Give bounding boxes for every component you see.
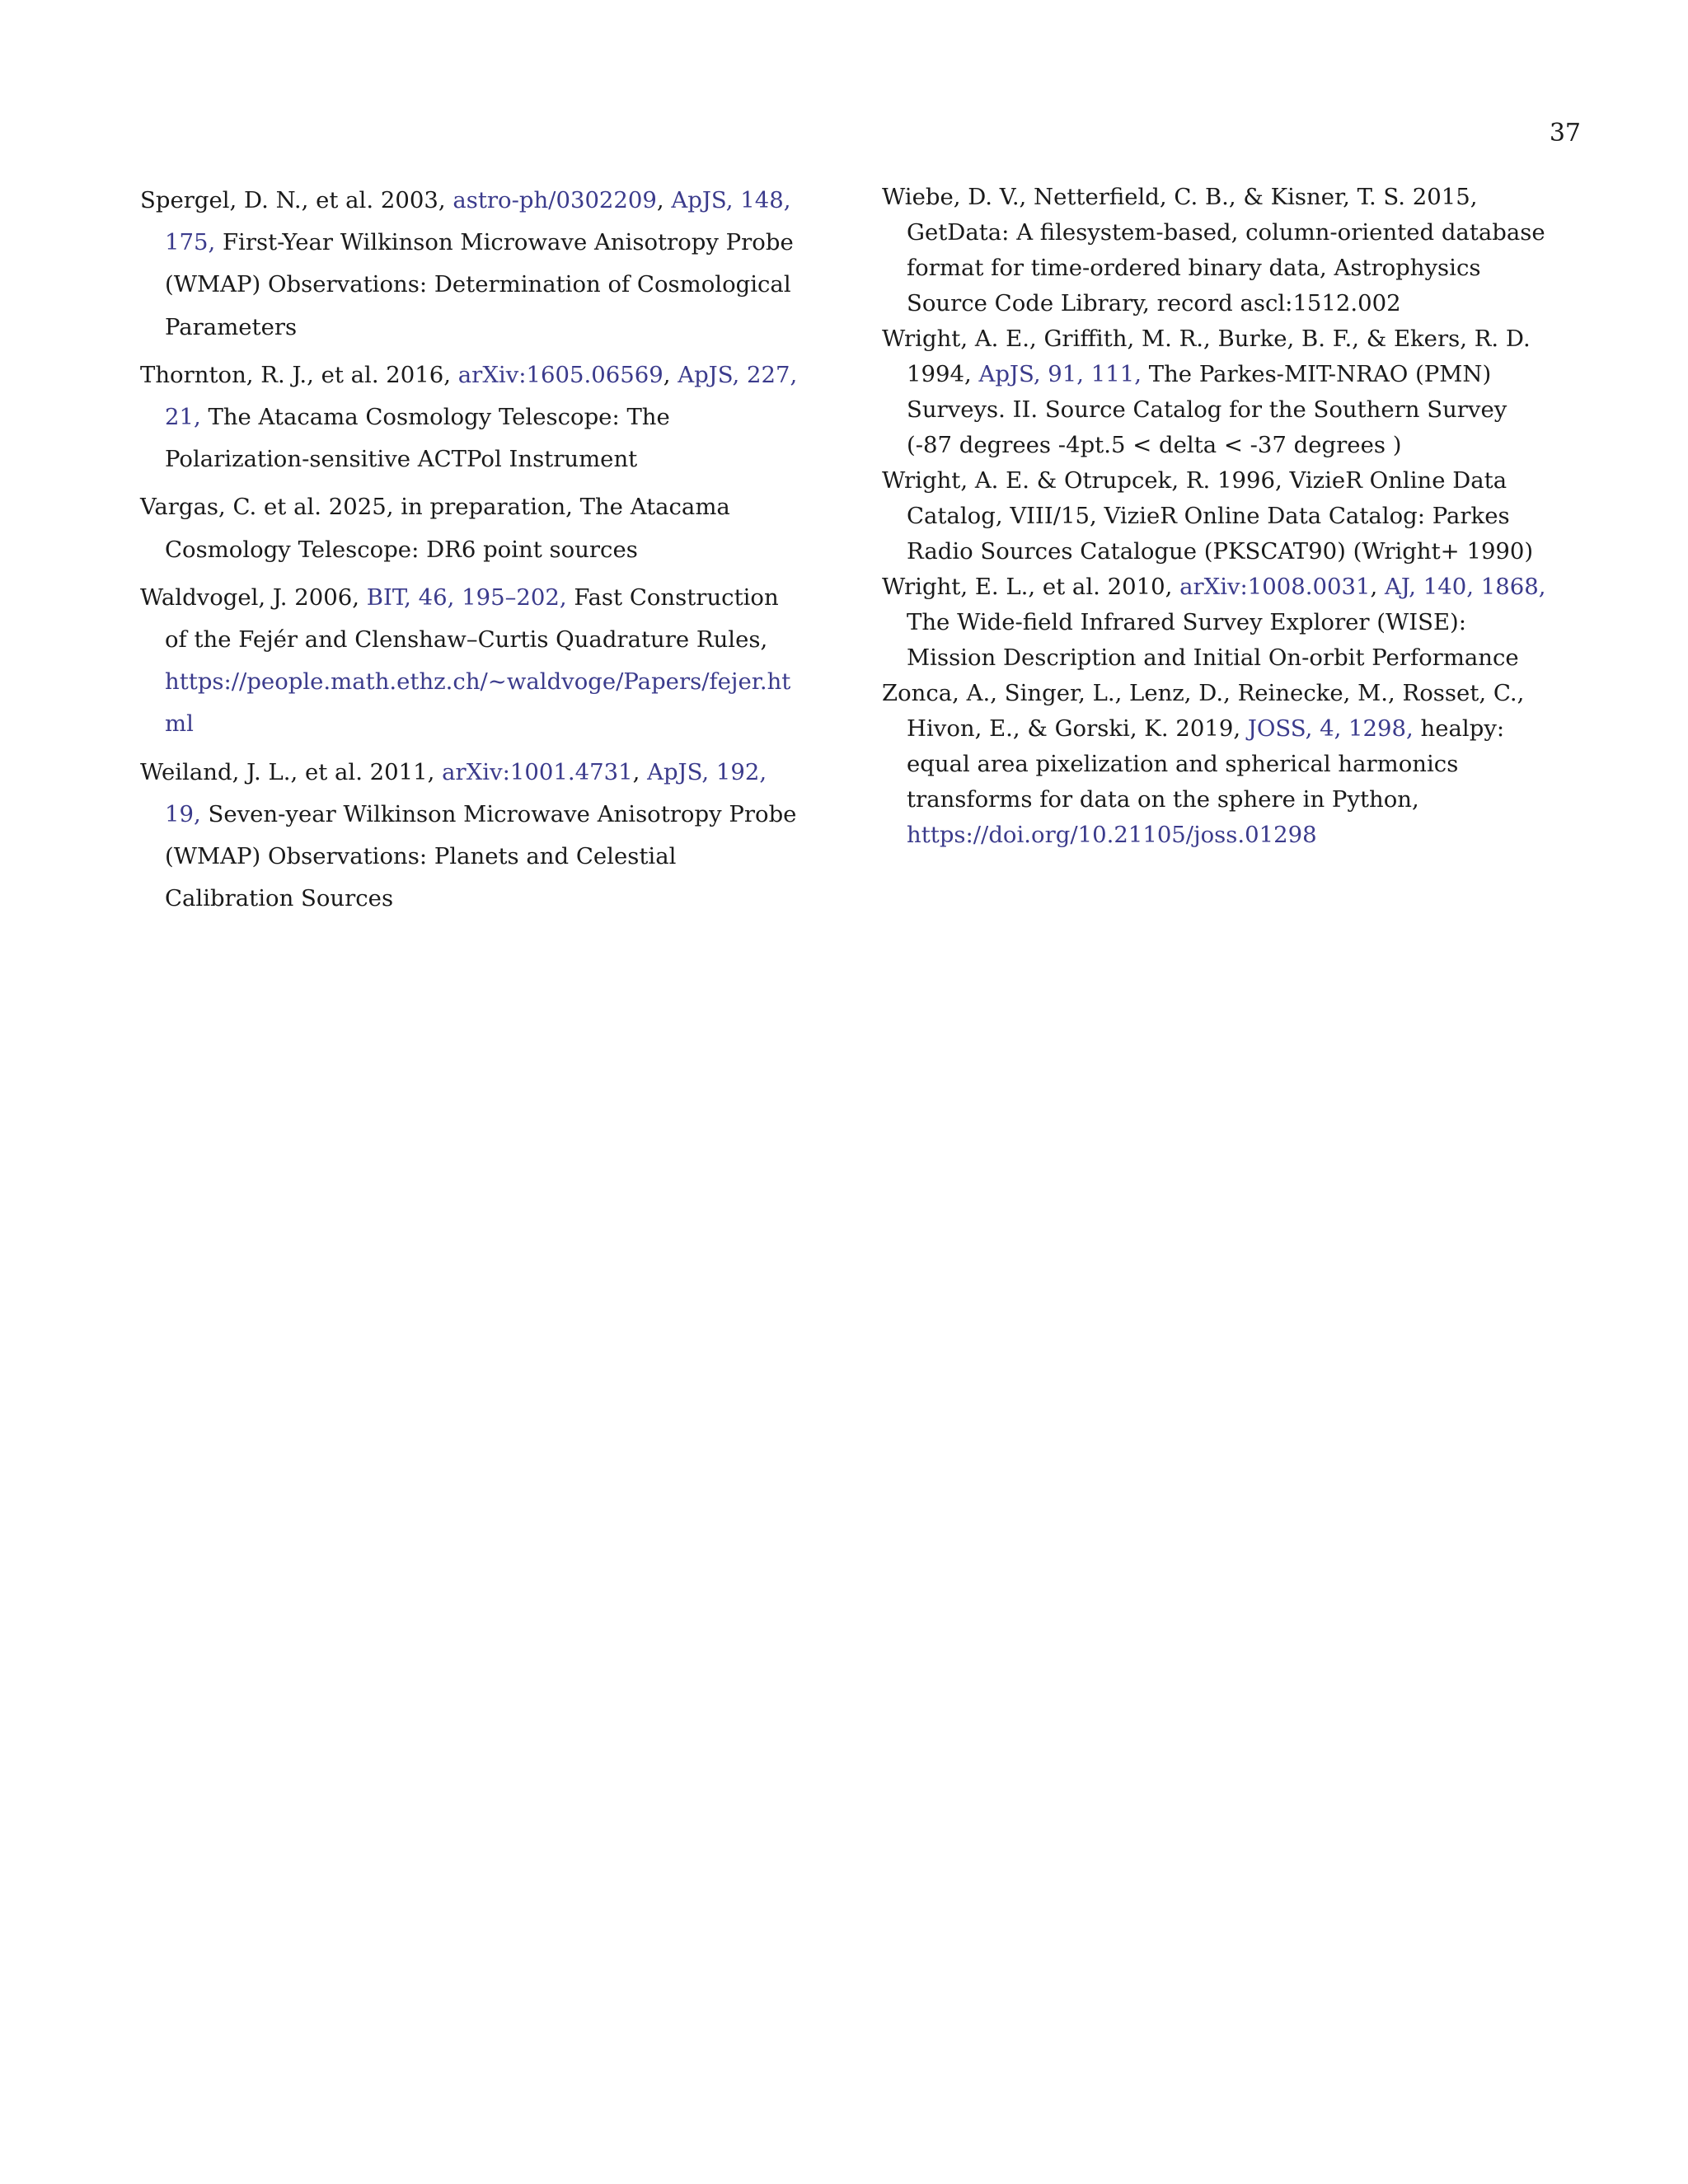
ref-link-journal[interactable]: ApJS, 148, 175, [165, 187, 791, 256]
reference-spergel-2003 [140, 180, 808, 349]
ref-title: Seven-year Wilkinson Microwave Anisotropy Probe (WMAP) Observations: Planets and Celestial Calibration Sources [165, 800, 797, 912]
reference-thornton-2016 [140, 354, 808, 481]
reference-waldvogel-2006 [140, 577, 808, 746]
ref-authors: Weiland, J. L., et al. 2011, [140, 758, 443, 785]
references-left-column [140, 180, 808, 926]
ref-link-journal[interactable]: BIT, 46, 195–202, [366, 583, 567, 611]
ref-link-arxiv[interactable]: arXiv:1008.0031 [1179, 574, 1371, 600]
ref-link-url[interactable]: https://people.math.ethz.ch/~waldvoge/Papers/fejer.html [165, 668, 791, 738]
ref-title: The Parkes-MIT-NRAO (PMN) Surveys. II. Source Catalog for the Southern Survey (-87 degrees -4pt.5 < delta < -37 degrees ) [907, 361, 1507, 458]
ref-title: The Atacama Cosmology Telescope: The Polarization-sensitive ACTPol Instrument [165, 404, 670, 473]
ref-separator: , [656, 187, 672, 213]
ref-link-arxiv[interactable]: arXiv:1605.06569 [457, 361, 663, 388]
reference-wright-1996: Wright, A. E. & Otrupcek, R. 1996, VizieR Online Data Catalog, VIII/15, VizieR Online Data Catalog: Parkes Radio Sources Catalogue (PKSCAT90) (Wright+ 1990) [882, 467, 1534, 565]
ref-authors: Thornton, R. J., et al. 2016, [140, 361, 458, 388]
ref-separator: , [663, 361, 678, 388]
ref-authors: Wright, A. E., Griffith, M. R., Burke, B. F., & Ekers, R. D. 1994, [882, 326, 1531, 387]
ref-title: healpy: equal area pixelization and spherical harmonics transforms for data on the sphere in Python, [907, 715, 1505, 813]
ref-title: First-Year Wilkinson Microwave Anisotropy Probe (WMAP) Observations: Determination of Cosmological Parameters [165, 229, 794, 340]
ref-authors: Wright, E. L., et al. 2010, [882, 574, 1180, 600]
ref-link-arxiv[interactable]: astro-ph/0302209 [452, 187, 657, 213]
ref-title: The Wide-field Infrared Survey Explorer (WISE): Mission Description and Initial On-orbit Performance [907, 609, 1519, 671]
ref-link-arxiv[interactable]: arXiv:1001.4731 [442, 758, 633, 785]
ref-link-journal[interactable]: ApJS, 227, 21, [165, 361, 798, 431]
page-number: 37 [1549, 119, 1581, 148]
reference-weiland-2011 [140, 752, 808, 921]
references-right-column [882, 180, 1558, 853]
ref-link-journal[interactable]: AJ, 140, 1868, [1385, 574, 1546, 600]
reference-wiebe-2015: Wiebe, D. V., Netterfield, C. B., & Kisner, T. S. 2015, GetData: A filesystem-based, column-oriented database format for time-ordered binary data, Astrophysics Source Code Library, record ascl:1512.002 [882, 184, 1545, 316]
ref-title: Fast Construction of the Fejér and Clenshaw–Curtis Quadrature Rules, [165, 583, 779, 654]
ref-separator: , [632, 758, 648, 785]
ref-authors: Spergel, D. N., et al. 2003, [140, 187, 453, 213]
reference-vargas-2025: Vargas, C. et al. 2025, in preparation, The Atacama Cosmology Telescope: DR6 point sources [140, 494, 730, 563]
ref-link-journal[interactable]: JOSS, 4, 1298, [1247, 715, 1414, 742]
ref-link-journal[interactable]: ApJS, 91, 111, [978, 361, 1142, 387]
ref-separator: , [1370, 574, 1385, 600]
ref-link-journal[interactable]: ApJS, 192, 19, [165, 758, 767, 827]
ref-authors: Waldvogel, J. 2006, [140, 583, 367, 611]
reference-wright-2010 [882, 569, 1558, 676]
ref-link-url[interactable]: https://doi.org/10.21105/joss.01298 [907, 822, 1317, 848]
reference-zonca-2019 [882, 676, 1558, 853]
ref-authors: Zonca, A., Singer, L., Lenz, D., Reinecke, M., Rosset, C., Hivon, E., & Gorski, K. 2019, [882, 680, 1525, 742]
reference-wright-1994 [882, 321, 1558, 463]
